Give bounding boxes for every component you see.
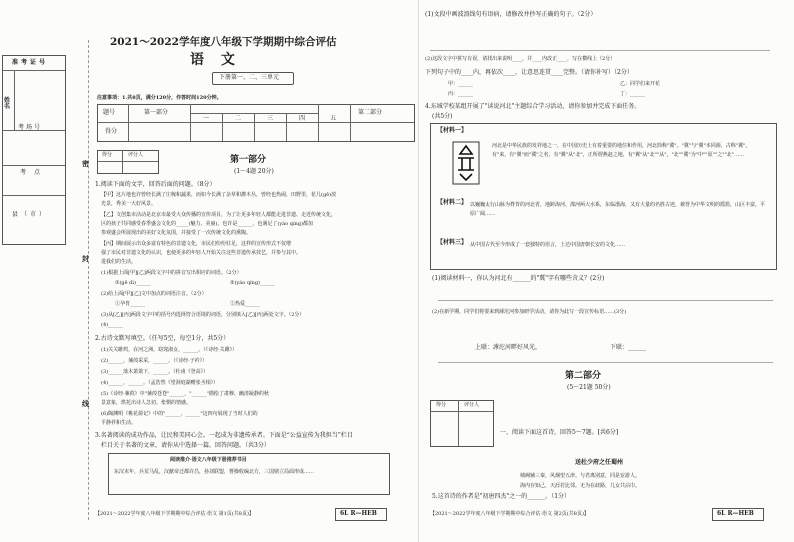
q4-heading-2: (共5分) xyxy=(432,113,453,120)
q1-para-bing-2: 强了市民对非遗文化的认识，也使更多的年轻人开始关注这些非遗传承技艺，并参与其中。 xyxy=(101,250,302,256)
r3-option-b: 乙：同学们来开花 xyxy=(620,81,661,87)
score-header-part1: 第一部分 xyxy=(144,109,169,116)
q1-para-jia: 【甲】这片地也许曾经长满了庄稼和蔬果，而如今长满了杂草和灌木丛，曾经也热闹，田野里，花儿(ɡě)放 xyxy=(101,192,337,198)
q4-2-upper: 上联：滹沱河畔好风光， xyxy=(475,344,542,351)
r3-option-d: 丁：______ xyxy=(620,91,646,97)
q1-para-yi-2: 区的孩子共同感受春季盛会文化的_____(魅力、美丽)，也许是______，也满足了(yáo qíng)都加 xyxy=(101,221,313,227)
score-row-label: 得分 xyxy=(105,128,118,135)
subject-title: 语 文 xyxy=(190,52,241,68)
part2-title: 第二部分 xyxy=(565,371,602,381)
q1-para-bing: 【丙】期间展示出众多富有特色的非遗文化，市民们纷纷驻足，这样的宣传形式不仅增 xyxy=(101,241,292,247)
scope-label: 下册第一、二、三单元 xyxy=(219,74,280,81)
score-header-1: 一 xyxy=(203,115,210,122)
score-header-2: 二 xyxy=(235,115,242,122)
scorer-score-label: 得分 xyxy=(102,152,113,158)
q3-heading: 3.名著阅读的成功作品，让民和美同心会。一起成为非遗传承者。下面是“公益宣传为我担当”栏目 xyxy=(95,432,353,439)
part1-subtitle: (1～4题 20分) xyxy=(234,168,274,175)
q2-2: (2)______，蒹葭采采，______。（《诗经·子衿》） xyxy=(101,358,208,364)
exam-notes: 注意事项：1.共8页，满分120分，作答时间120分钟。 xyxy=(97,95,222,101)
q1-para-yi: 【乙】文创集市活动是北京市最受大众传播的宣传项目，为了让更多年轻人都能走进非遗、走近传统文化， xyxy=(101,212,337,218)
section1-heading: 一、阅读下面这首诗，回答5～7题。[共6分] xyxy=(500,429,619,436)
material3-body: 从中国古代至今形成了一套独特的语言，上达中国唐朝长安的文化…… xyxy=(470,242,626,248)
left-footer: 【2021～2022学年度八年级下学期期中综合评估·语文 第1页(共8页)】 xyxy=(95,511,254,517)
q1-2: (2)给上面[甲][乙]文中加点的词语注音。（2分） xyxy=(101,291,207,297)
q1-1-b: ②(yáo qíng)______ xyxy=(230,280,276,286)
q1-2-b: ②热爱______ xyxy=(230,301,261,307)
seat-label: 考点 xyxy=(20,169,49,176)
q2-6-b: 平静祥和生活。 xyxy=(101,420,137,426)
score-header-5: 五 xyxy=(330,115,337,122)
material2-title: 【材料二】 xyxy=(437,199,468,206)
q2-4: (4)______，______。（孟浩然《望洞庭湖赠张丞相》） xyxy=(101,380,219,386)
book-recommend-body: 东汉末年，兵荒马乱，汉献帝迁都许昌，孙刘联盟，曹操收编北方，三国鼎立局面形成…… xyxy=(114,469,315,475)
r3-question: 下列句子中的____内，再依次____，让意思连贯____完整。（请你补写）（2分） xyxy=(425,69,633,76)
score-header-part2: 第二部分 xyxy=(358,109,383,116)
q3-heading-2: 栏目关于名著的文章，请你从中选择一篇，回答问题。（共3分） xyxy=(101,442,270,449)
hebei-seal-icon xyxy=(450,140,482,186)
right-footer-code: 6L R—HEB xyxy=(717,510,754,517)
material1-body: 河北是中华民族的发祥地之一，在中国历史上有着重要的地位和作用，河北简称"冀"。"冀"与"翼"本同源，古称"翼"，有"来，有"翼"而"冀"之名，有"翼"从"北"，正所谓燕赵之地，有"翼"从"北""从"，"北""冀"为"中""原""之""北"…… xyxy=(492,143,751,158)
county-label: 县（市） xyxy=(12,211,49,218)
r1-question: (1)文段中画波浪线句有语病，请修改并抄写正确的句子。（2分） xyxy=(425,11,597,18)
name-label: 姓名 xyxy=(4,97,11,110)
r3-option-a: 甲：______ xyxy=(448,81,474,87)
score-header-3: 三 xyxy=(267,115,274,122)
scope-badge xyxy=(212,72,294,85)
q1-heading: 1.阅读下面的文字，回答后面的问题。（8分） xyxy=(95,181,216,188)
q4-1: (1)阅读材料一，你认为河北有______的"冀"字有哪些含义？(2分) xyxy=(432,275,605,282)
q2-6: (6)陶渊明《桃花源记》中的"______，______"这四句展现了当时人们的 xyxy=(101,411,258,417)
material2-body: 以巍巍太行山脉为脊背的河北省，地跨海河、滦河两大水系，东临渤海，又有大量的名胜古迹，被誉为中华文明的摇篮，山区丰富，平原广阔…… xyxy=(470,202,766,217)
q4-2-lower: 下联：______ xyxy=(610,344,647,351)
q1-1: (1)根据上面[甲][乙]两段文字中的拼音写出相应的词语。（2分） xyxy=(101,270,242,276)
q1-4: (4)______ xyxy=(101,322,124,328)
q2-5: (5)《诗经·蒹葭》中"蒹葭苍苍"______，"______"描绘了肃穆、幽清凝静的秋 xyxy=(101,391,269,397)
part1-title: 第一部分 xyxy=(230,155,267,165)
poem-title: 送杜少府之任蜀州 xyxy=(575,459,624,466)
q5: 5.这首诗的作者是"初唐四杰"之一的______。（1分） xyxy=(432,493,571,500)
q2-3: (3)______落木萧萧下，______。（杜甫《登高》） xyxy=(101,369,209,375)
poem-line-1: 城阙辅三秦，风烟望五津。与君离别意，同是宦游人。 xyxy=(520,473,641,479)
score-header-4: 四 xyxy=(299,115,306,122)
material3-title: 【材料三】 xyxy=(437,239,468,246)
q1-3: (3)从[乙][丙]两段文字中的括号内选择符合语境的词语，分别填入[乙][丙]两处文字。（2分） xyxy=(101,312,305,318)
q1-para-bing-3: 进我们的生活。 xyxy=(101,259,137,265)
q2-1: (1)关关雎鸠，在河之洲。窈窕淑女，______。（《诗经·关雎》） xyxy=(101,347,238,353)
binding-mark-1: 密 xyxy=(82,159,89,168)
exam-title: 2021～2022学年度八年级下学期期中综合评估 xyxy=(110,36,337,48)
r2-question: (2)这段文字中拼写有误，请找出来说明____，并____内改正____，写在横线上（2分） xyxy=(425,56,616,62)
room-label: 考场号 xyxy=(18,124,43,131)
q1-para-yi-3: 参观盛会所展现出的美好文化氛围，并接受了一次传统文化的熏陶。 xyxy=(101,230,252,236)
exam-number-label: 准考证号 xyxy=(12,59,49,66)
page-divider xyxy=(418,0,419,542)
q1-para-jia-2: 光景，秀美一大好风景。 xyxy=(101,201,157,207)
q1-1-a: ①(ɡě dì)______ xyxy=(115,280,151,286)
score-header-qno: 题号 xyxy=(103,109,116,116)
right-scorer-name-label: 评分人 xyxy=(464,402,480,408)
right-footer: 【2021～2022学年度八年级下学期期中综合评估·语文 第2页(共8页)】 xyxy=(430,511,589,517)
r3-option-c: 丙：______ xyxy=(448,91,474,97)
left-footer-code: 6L R—HEB xyxy=(340,510,377,517)
q1-2-a: ①孕育______ xyxy=(115,301,146,307)
q2-heading: 2.古诗文默写填空。（任写5空，每空1分，共5分） xyxy=(95,335,230,342)
book-recommend-title: 阅读推介·语文八年级下册推荐书目 xyxy=(170,457,247,463)
q2-5-b: 景意象，烘托出诗人急切、怅惘的情感。 xyxy=(101,400,192,406)
right-scorer-score-label: 得分 xyxy=(436,402,447,408)
q4-2: (2)在新学期，同学们将要来到滹沱河参加研学活动，请你为此写一段宣传标语……(3分) xyxy=(432,309,627,315)
binding-mark-3: 线 xyxy=(82,399,89,408)
material1-title: 【材料一】 xyxy=(437,127,468,134)
poem-line-2: 海内存知己，天涯若比邻。无为在歧路，儿女共沾巾。 xyxy=(520,483,641,489)
binding-mark-2: 封 xyxy=(82,254,89,263)
binding-line xyxy=(88,40,89,520)
part2-subtitle: (5～21题 50分) xyxy=(567,384,611,391)
q4-heading: 4.东城学校某组开展了"读说河北"主题综合学习活动，请你参加并完成下面任务。 xyxy=(425,103,641,110)
scorer-name-label: 评分人 xyxy=(128,152,144,158)
